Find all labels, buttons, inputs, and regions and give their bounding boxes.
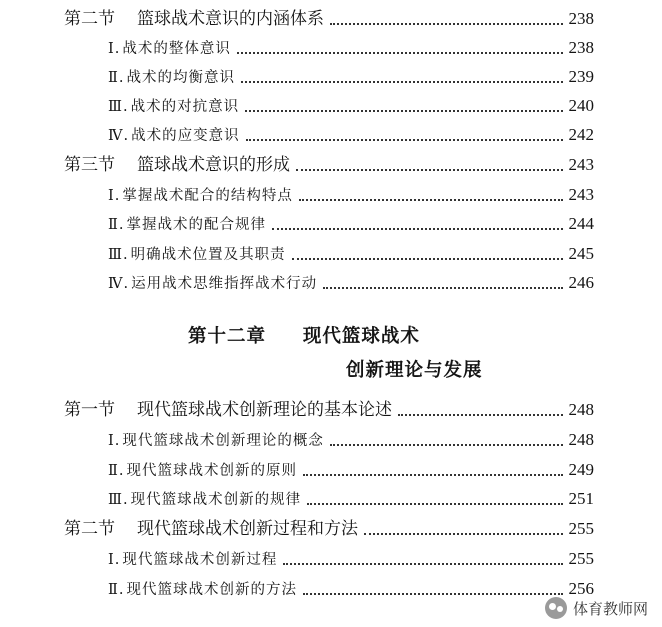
item-title: 现代篮球战术创新理论的概念 <box>122 433 324 449</box>
item-title: 运用战术思维指挥战术行动 <box>131 276 318 292</box>
wechat-icon <box>545 597 567 619</box>
toc-item-row <box>108 35 594 61</box>
chapter-title-line2: 创新理论与发展 <box>346 360 483 381</box>
dot-leader <box>292 241 563 260</box>
dot-leader <box>303 457 563 476</box>
section-title: 篮球战术意识的内涵体系 <box>137 9 324 29</box>
dot-leader <box>299 182 563 201</box>
toc-item-row <box>108 546 594 572</box>
section-number: 第二节 <box>64 9 115 29</box>
item-title: 现代篮球战术创新的规律 <box>130 492 302 508</box>
chapter-title-line1: 现代篮球战术 <box>302 326 420 347</box>
page-number: 249 <box>568 460 594 479</box>
dot-leader <box>296 152 563 171</box>
item-number: Ⅱ. <box>108 70 125 86</box>
section-number: 第二节 <box>64 519 115 539</box>
toc-item-row <box>108 211 594 237</box>
item-number: Ⅰ. <box>108 188 121 204</box>
toc-item-row <box>108 241 594 267</box>
section-title: 篮球战术意识的形成 <box>137 155 290 175</box>
dot-leader <box>364 516 563 535</box>
section-title: 现代篮球战术创新过程和方法 <box>137 519 358 539</box>
toc-item-row <box>108 427 594 453</box>
item-number: Ⅰ. <box>108 552 121 568</box>
toc-item-row <box>108 93 594 119</box>
toc-section-row <box>64 516 594 542</box>
item-title: 现代篮球战术创新的方法 <box>126 582 297 598</box>
chapter-number: 第十二章 <box>188 326 267 347</box>
item-number: Ⅳ. <box>108 276 130 292</box>
page-number: 240 <box>568 96 594 115</box>
item-title: 现代篮球战术创新过程 <box>122 552 278 568</box>
item-title: 战术的应变意识 <box>131 128 240 144</box>
toc-item-row <box>108 457 594 483</box>
toc-item-row <box>108 64 594 90</box>
item-number: Ⅱ. <box>108 217 125 233</box>
item-number: Ⅲ. <box>108 247 129 263</box>
page-number: 238 <box>568 38 594 57</box>
dot-leader <box>283 546 562 565</box>
item-number: Ⅱ. <box>108 582 125 598</box>
page-number: 245 <box>568 244 594 263</box>
watermark-text: 体育教师网 <box>572 599 648 618</box>
dot-leader <box>272 211 563 230</box>
toc-item-row <box>108 270 594 296</box>
item-title: 战术的整体意识 <box>122 41 231 57</box>
toc-item-row <box>108 486 594 512</box>
item-number: Ⅲ. <box>108 492 129 508</box>
page-number: 255 <box>568 519 594 538</box>
page-number: 248 <box>568 400 594 419</box>
section-number: 第三节 <box>64 155 115 175</box>
toc-section-row <box>64 6 594 32</box>
page-number: 251 <box>568 489 594 508</box>
page-number: 238 <box>568 9 594 28</box>
toc-section-row <box>64 397 594 423</box>
section-title: 现代篮球战术创新理论的基本论述 <box>137 400 392 420</box>
page-number: 246 <box>568 273 594 292</box>
page-number: 244 <box>568 214 594 233</box>
page-number: 243 <box>568 155 594 174</box>
item-title: 掌握战术配合的结构特点 <box>122 188 293 204</box>
toc-section-row <box>64 152 594 178</box>
dot-leader <box>330 6 563 25</box>
item-title: 掌握战术的配合规律 <box>126 217 266 233</box>
item-number: Ⅳ. <box>108 128 130 144</box>
dot-leader <box>246 122 563 141</box>
item-title: 战术的均衡意识 <box>126 70 235 86</box>
dot-leader <box>241 64 563 83</box>
toc-item-row <box>108 122 594 148</box>
page-number: 248 <box>568 430 594 449</box>
item-number: Ⅰ. <box>108 41 121 57</box>
toc-item-row <box>108 182 594 208</box>
item-number: Ⅱ. <box>108 463 125 479</box>
page-number: 255 <box>568 549 594 568</box>
item-number: Ⅲ. <box>108 99 129 115</box>
item-number: Ⅰ. <box>108 433 121 449</box>
item-title: 明确战术位置及其职责 <box>130 247 286 263</box>
item-title: 现代篮球战术创新的原则 <box>126 463 297 479</box>
toc-item-row <box>108 576 594 602</box>
chapter-heading-line1 <box>188 322 420 348</box>
dot-leader <box>245 93 562 112</box>
dot-leader <box>307 486 562 505</box>
watermark <box>545 597 648 619</box>
dot-leader <box>330 427 563 446</box>
dot-leader <box>303 576 563 595</box>
dot-leader <box>323 270 562 289</box>
page-number: 243 <box>568 185 594 204</box>
section-number: 第一节 <box>64 400 115 420</box>
page-number: 256 <box>568 579 594 598</box>
page-number: 242 <box>568 125 594 144</box>
dot-leader <box>237 35 563 54</box>
dot-leader <box>398 397 563 416</box>
page-number: 239 <box>568 67 594 86</box>
chapter-heading-line2 <box>346 356 483 382</box>
item-title: 战术的对抗意识 <box>130 99 240 115</box>
